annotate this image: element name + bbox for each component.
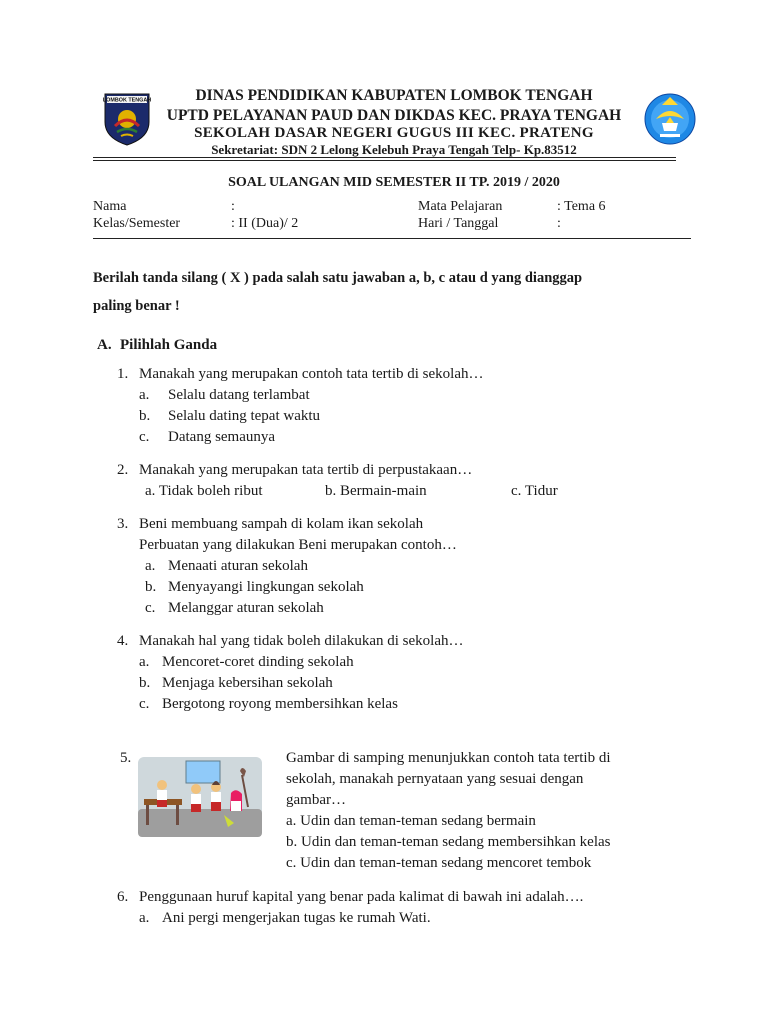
q5-option-a: a. Udin dan teman-teman sedang bermain	[286, 813, 536, 829]
q6-text: Penggunaan huruf kapital yang benar pada kalimat di bawah ini adalah….	[139, 889, 584, 905]
q3-option-text: Menyayangi lingkungan sekolah	[168, 579, 364, 595]
hari-value: :	[557, 216, 561, 231]
q4-option-letter: b.	[139, 675, 151, 691]
q4-text: Manakah hal yang tidak boleh dilakukan di sekolah…	[139, 633, 464, 649]
q3-text: Beni membuang sampah di kolam ikan sekolah	[139, 516, 424, 532]
q1-option-letter: c.	[139, 429, 150, 445]
exam-title: SOAL ULANGAN MID SEMESTER II TP. 2019 / 2020	[228, 175, 560, 190]
q3-text-2: Perbuatan yang dilakukan Beni merupakan contoh…	[139, 537, 457, 553]
kelas-label: Kelas/Semester	[93, 216, 181, 231]
instruction-line-2: paling benar !	[93, 298, 180, 314]
q1-option-text: Datang semaunya	[168, 429, 276, 445]
q4-option-letter: c.	[139, 696, 150, 712]
q2-option-b: b. Bermain-main	[325, 483, 427, 499]
q3-number: 3.	[117, 516, 129, 532]
q1-option-letter: b.	[139, 408, 151, 424]
q5-option-c: c. Udin dan teman-teman sedang mencoret tembok	[286, 855, 592, 871]
q3-option-text: Menaati aturan sekolah	[168, 558, 308, 574]
header-line-1: DINAS PENDIDIKAN KABUPATEN LOMBOK TENGAH	[195, 87, 593, 104]
q2-option-a: a. Tidak boleh ribut	[145, 483, 263, 499]
q2-option-c: c. Tidur	[511, 483, 558, 499]
q5-line-2: sekolah, manakah pernyataan yang sesuai dengan	[286, 771, 584, 787]
section-marker: A.	[97, 337, 112, 353]
q1-text: Manakah yang merupakan contoh tata tertib di sekolah…	[139, 366, 484, 382]
q4-number: 4.	[117, 633, 129, 649]
q6-option-text: Ani pergi mengerjakan tugas ke rumah Wati.	[162, 910, 431, 926]
classroom-cleaning-illustration	[138, 757, 262, 837]
svg-text:LOMBOK TENGAH: LOMBOK TENGAH	[103, 97, 151, 104]
nama-label: Nama	[93, 199, 127, 214]
header-line-3: SEKOLAH DASAR NEGERI GUGUS III KEC. PRATENG	[194, 125, 594, 141]
mapel-value: : Tema 6	[557, 199, 606, 214]
section-title: Pilihlah Ganda	[120, 337, 218, 353]
header-line-4: Sekretariat: SDN 2 Lelong Kelebuh Praya Tengah Telp- Kp.83512	[211, 142, 577, 157]
q5-line-1: Gambar di samping menunjukkan contoh tata tertib di	[286, 750, 611, 766]
header-rule-thin	[93, 160, 676, 161]
q6-option-letter: a.	[139, 910, 150, 926]
q3-option-text: Melanggar aturan sekolah	[168, 600, 324, 616]
q1-option-letter: a.	[139, 387, 150, 403]
q1-option-text: Selalu dating tepat waktu	[168, 408, 321, 424]
q3-option-letter: b.	[145, 579, 157, 595]
q2-text: Manakah yang merupakan tata tertib di perpustakaan…	[139, 462, 473, 478]
q6-number: 6.	[117, 889, 129, 905]
q1-number: 1.	[117, 366, 129, 382]
q5-number: 5.	[120, 750, 132, 766]
hari-label: Hari / Tanggal	[418, 216, 499, 231]
q5-line-3: gambar…	[286, 792, 346, 808]
q4-option-text: Bergotong royong membersihkan kelas	[162, 696, 398, 712]
identity-rule	[93, 238, 691, 239]
q4-option-text: Mencoret-coret dinding sekolah	[162, 654, 354, 670]
q3-option-letter: c.	[145, 600, 156, 616]
nama-value: :	[231, 199, 235, 214]
header-rule	[93, 157, 676, 158]
q4-option-letter: a.	[139, 654, 150, 670]
q4-option-text: Menjaga kebersihan sekolah	[162, 675, 333, 691]
q1-option-text: Selalu datang terlambat	[168, 387, 310, 403]
q5-option-b: b. Udin dan teman-teman sedang membersihkan kelas	[286, 834, 611, 850]
instruction-line-1: Berilah tanda silang ( X ) pada salah satu jawaban a, b, c atau d yang dianggap	[93, 270, 583, 286]
header-line-2: UPTD PELAYANAN PAUD DAN DIKDAS KEC. PRAYA TENGAH	[166, 107, 622, 124]
q2-number: 2.	[117, 462, 129, 478]
kelas-value: : II (Dua)/ 2	[231, 216, 299, 231]
mapel-label: Mata Pelajaran	[418, 199, 503, 214]
q3-option-letter: a.	[145, 558, 156, 574]
